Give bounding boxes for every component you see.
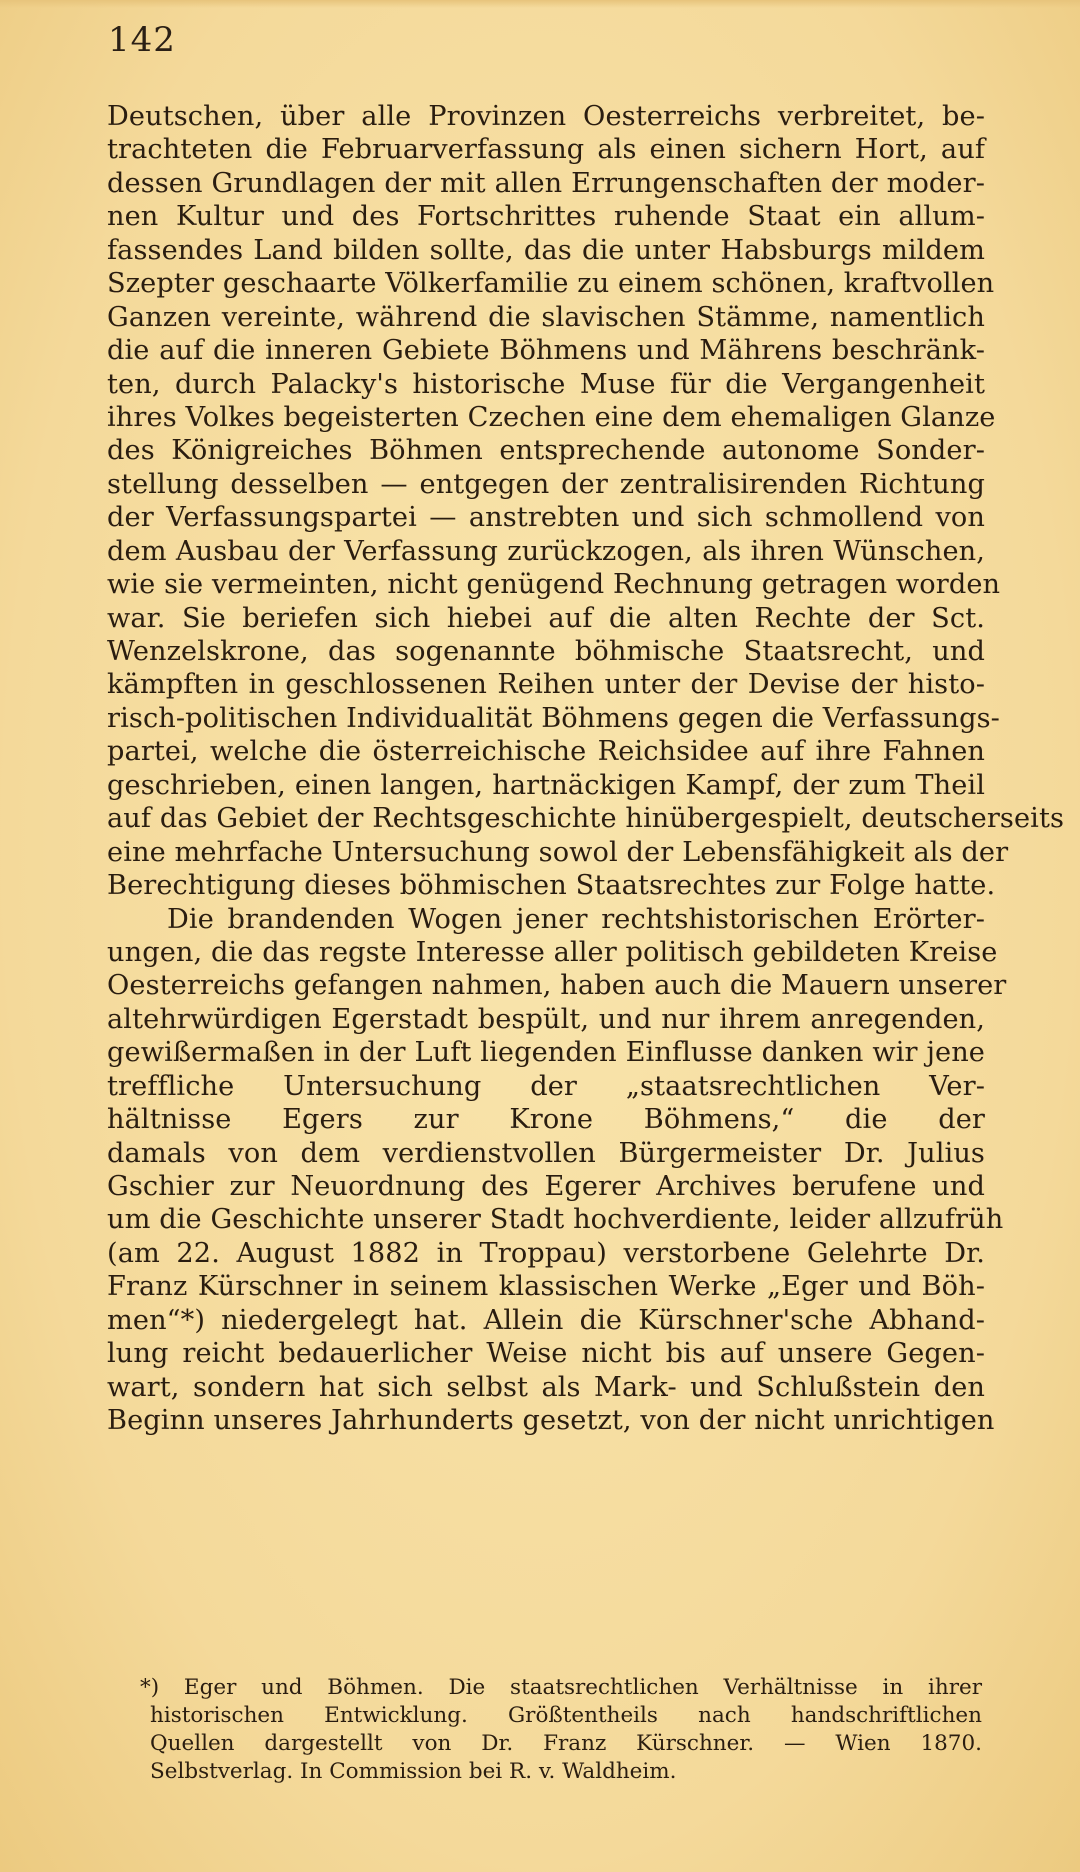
footnote-line: Selbstverlag. In Commission bei R. v. Waldheim. bbox=[150, 1759, 677, 1784]
text-line: ihres Volkes begeisterten Czechen eine dem ehemaligen Glanze bbox=[107, 401, 996, 433]
text-line: Berechtigung dieses böhmischen Staatsrechtes zur Folge hatte. bbox=[107, 870, 996, 902]
text-line: lung reicht bedauerlicher Weise nicht bis auf unsere Gegen- bbox=[107, 1338, 985, 1370]
text-line: ten, durch Palacky's historische Muse für die Vergangenheit bbox=[107, 368, 985, 400]
body-text bbox=[107, 100, 1065, 1438]
text-line: gewißermaßen in der Luft liegenden Einflusse danken wir jene bbox=[107, 1037, 985, 1069]
text-line: dessen Grundlagen der mit allen Errungenschaften der moder- bbox=[107, 167, 985, 199]
text-line-paragraph-start: Die brandenden Wogen jener rechtshistorischen Erörter- bbox=[167, 903, 985, 935]
footnote-line: *) Eger und Böhmen. Die staatsrechtlichen Verhältnisse in ihrer bbox=[140, 1675, 982, 1700]
text-line-spaced: treffliche Untersuchung der „staatsrechtlichen Ver- bbox=[107, 1070, 985, 1102]
text-line: risch-politischen Individualität Böhmens gegen die Verfassungs- bbox=[107, 702, 1000, 734]
text-line: war. Sie beriefen sich hiebei auf die alten Rechte der Sct. bbox=[107, 602, 985, 634]
footnote bbox=[140, 1674, 982, 1786]
text-line: damals von dem verdienstvollen Bürgermeister Dr. Julius bbox=[107, 1137, 985, 1169]
text-line-spaced: hältnisse Egers zur Krone Böhmens,“ die der bbox=[107, 1104, 985, 1136]
text-line: Oesterreichs gefangen nahmen, haben auch die Mauern unserer bbox=[107, 970, 1007, 1002]
text-line: dem Ausbau der Verfassung zurückzogen, als ihren Wünschen, bbox=[107, 535, 985, 567]
text-line: um die Geschichte unserer Stadt hochverdiente, leider allzufrüh bbox=[107, 1204, 1004, 1236]
page-top-edge bbox=[0, 0, 1080, 8]
text-line: wart, sondern hat sich selbst als Mark- und Schlußstein den bbox=[107, 1371, 985, 1403]
text-line: des Königreiches Böhmen entsprechende autonome Sonder- bbox=[107, 435, 985, 467]
text-line: der Verfassungspartei — anstrebten und sich schmollend von bbox=[107, 502, 985, 534]
text-line: nen Kultur und des Fortschrittes ruhende Staat ein allum- bbox=[107, 201, 985, 233]
text-line: auf das Gebiet der Rechtsgeschichte hinübergespielt, deutscherseits bbox=[107, 803, 1065, 835]
text-line: kämpften in geschlossenen Reihen unter der Devise der histo- bbox=[107, 669, 985, 701]
text-line: (am 22. August 1882 in Troppau) verstorbene Gelehrte Dr. bbox=[107, 1237, 985, 1269]
footnote-line: historischen Entwicklung. Größtentheils nach handschriftlichen bbox=[150, 1703, 982, 1728]
text-line: Ganzen vereinte, während die slavischen Stämme, namentlich bbox=[107, 301, 985, 333]
text-line: men“*) niedergelegt hat. Allein die Kürschner'sche Abhand- bbox=[107, 1304, 985, 1336]
text-line: fassendes Land bilden sollte, das die unter Habsburgs mildem bbox=[107, 234, 985, 266]
text-line: Szepter geschaarte Völkerfamilie zu einem schönen, kraftvollen bbox=[107, 268, 995, 300]
text-line: eine mehrfache Untersuchung sowol der Lebensfähigkeit als der bbox=[107, 836, 1009, 868]
text-line: Franz Kürschner in seinem klassischen Werke „Eger und Böh- bbox=[107, 1271, 985, 1303]
text-line: die auf die inneren Gebiete Böhmens und Mährens beschränk- bbox=[107, 335, 985, 367]
text-line: altehrwürdigen Egerstadt bespült, und nur ihrem anregenden, bbox=[107, 1003, 985, 1035]
text-line: wie sie vermeinten, nicht genügend Rechnung getragen worden bbox=[107, 569, 1001, 601]
footnote-line: Quellen dargestellt von Dr. Franz Kürschner. — Wien 1870. bbox=[150, 1731, 982, 1756]
text-line: Gschier zur Neuordnung des Egerer Archives berufene und bbox=[107, 1171, 985, 1202]
text-line: Deutschen, über alle Provinzen Oesterreichs verbreitet, be- bbox=[107, 101, 985, 132]
text-line: Wenzelskrone, das sogenannte böhmische Staatsrecht, und bbox=[107, 636, 985, 667]
text-line: ungen, die das regste Interesse aller politisch gebildeten Kreise bbox=[107, 936, 998, 968]
page-number: 142 bbox=[108, 20, 176, 60]
text-line: trachteten die Februarverfassung als einen sichern Hort, auf bbox=[107, 134, 985, 166]
text-line: stellung desselben — entgegen der zentralisirenden Richtung bbox=[107, 468, 985, 500]
text-line: geschrieben, einen langen, hartnäckigen Kampf, der zum Theil bbox=[107, 769, 985, 801]
text-line: Beginn unseres Jahrhunderts gesetzt, von der nicht unrichtigen bbox=[107, 1405, 995, 1437]
text-line: partei, welche die österreichische Reichsidee auf ihre Fahnen bbox=[107, 736, 985, 768]
